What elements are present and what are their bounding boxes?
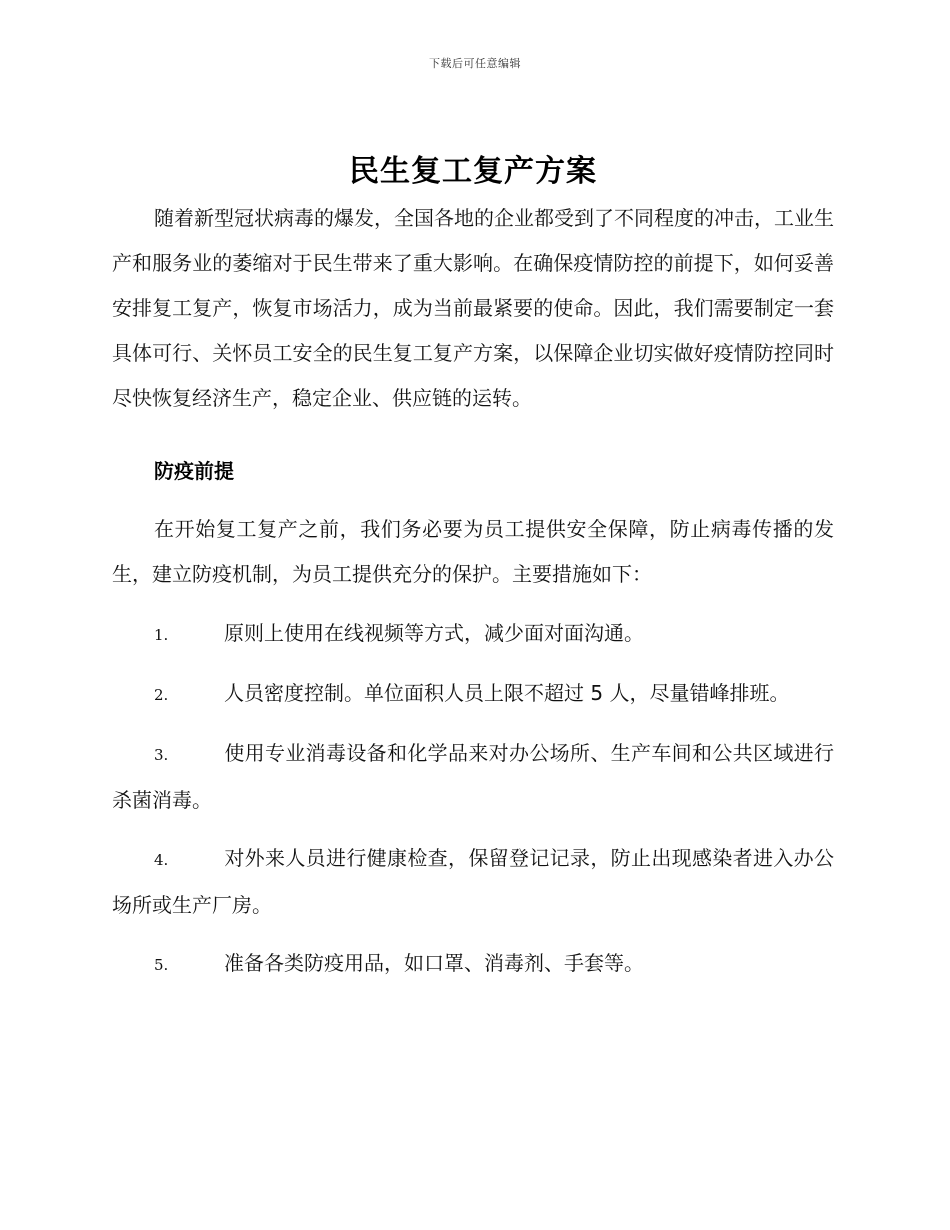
list-item-number: 3. (154, 746, 169, 764)
list-item-number: 1. (154, 626, 169, 644)
list-item-number: 4. (154, 851, 169, 869)
list-item (112, 836, 834, 928)
section-paragraph: 在开始复工复产之前，我们务必要为员工提供安全保障，防止病毒传播的发生，建立防疫机制，为员工提供充分的保护。主要措施如下： (112, 517, 834, 586)
list-item-text: 准备各类防疫用品，如口罩、消毒剂、手套等。 (224, 951, 644, 975)
document-title: 民生复工复产方案 (349, 154, 597, 189)
list-item-text: 使用专业消毒设备和化学品来对办公场所、生产车间和公共区域进行杀菌消毒。 (112, 741, 834, 812)
list-item-text: 原则上使用在线视频等方式，减少面对面沟通。 (224, 621, 644, 645)
header-note: 下载后可任意编辑 (429, 57, 521, 70)
list-item (112, 611, 834, 658)
list-item-number: 5. (154, 956, 169, 974)
list-item (112, 671, 834, 718)
list-item-text: 人员密度控制。单位面积人员上限不超过 5 人，尽量错峰排班。 (224, 681, 790, 705)
measures-list (112, 611, 834, 988)
list-item-text: 对外来人员进行健康检查，保留登记记录，防止出现感染者进入办公场所或生产厂房。 (112, 846, 834, 917)
list-item (112, 731, 834, 823)
list-item-number: 2. (154, 686, 169, 704)
list-item (112, 941, 834, 988)
document-body (112, 150, 834, 1001)
section-heading: 防疫前提 (154, 459, 234, 483)
intro-paragraph: 随着新型冠状病毒的爆发，全国各地的企业都受到了不同程度的冲击，工业生产和服务业的萎缩对于民生带来了重大影响。在确保疫情防控的前提下，如何妥善安排复工复产，恢复市场活力，成为当前最紧要的使命。因此，我们需要制定一套具体可行、关怀员工安全的民生复工复产方案，以保障企业切实做好疫情防控同时尽快恢复经济生产，稳定企业、供应链的运转。 (112, 206, 834, 410)
